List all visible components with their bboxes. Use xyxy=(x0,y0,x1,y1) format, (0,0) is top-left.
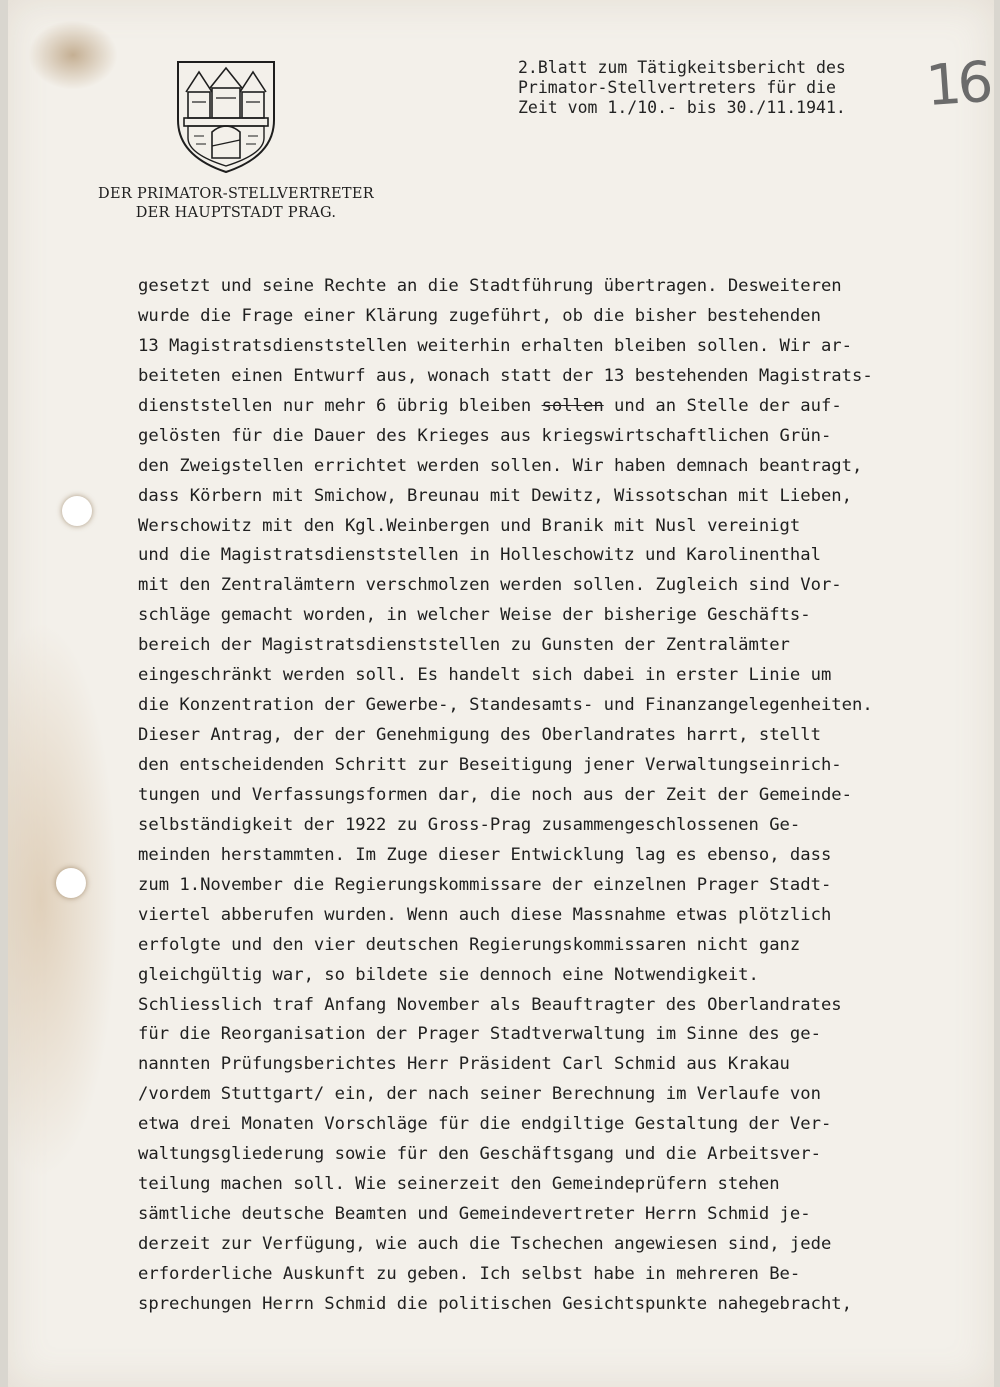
text-line: die Konzentration der Gewerbe-, Standesamts- und Finanzangelegenheiten. xyxy=(138,695,873,716)
header-note xyxy=(518,58,938,118)
text-line: erfolgte und den vier deutschen Regierungskommissaren nicht ganz xyxy=(138,934,801,955)
text-line: nannten Prüfungsberichtes Herr Präsident Carl Schmid aus Krakau xyxy=(138,1054,790,1075)
paper-stain-top xyxy=(28,20,118,90)
text-line: wurde die Frage einer Klärung zugeführt, ob die bisher bestehenden xyxy=(138,305,821,326)
text-segment: und an Stelle der auf- xyxy=(614,395,842,416)
text-line: gleichgültig war, so bildete sie dennoch eine Notwendigkeit. xyxy=(138,964,759,985)
text-line: tungen und Verfassungsformen dar, die noch aus der Zeit der Gemeinde- xyxy=(138,784,852,805)
text-line: Dieser Antrag, der der Genehmigung des Oberlandrates harrt, stellt xyxy=(138,725,821,746)
text-line: meinden herstammten. Im Zuge dieser Entwicklung lag es ebenso, dass xyxy=(138,844,832,865)
body-text xyxy=(138,272,988,1320)
text-line: und die Magistratsdienststellen in Holleschowitz und Karolinenthal xyxy=(138,545,821,566)
paper-stain-left xyxy=(8,620,118,1180)
text-line: den Zweigstellen errichtet werden sollen. Wir haben demnach beantragt, xyxy=(138,455,863,476)
prague-coat-of-arms-icon xyxy=(174,58,278,176)
text-line: 13 Magistratsdienststellen weiterhin erhalten bleiben sollen. Wir ar- xyxy=(138,335,852,356)
letterhead xyxy=(76,185,396,223)
text-line: etwa drei Monaten Vorschläge für die endgiltige Gestaltung der Ver- xyxy=(138,1114,832,1135)
text-line: sämtliche deutsche Beamten und Gemeindevertreter Herrn Schmid je- xyxy=(138,1204,811,1225)
text-line: für die Reorganisation der Prager Stadtverwaltung im Sinne des ge- xyxy=(138,1024,821,1045)
text-line: sprechungen Herrn Schmid die politischen Gesichtspunkte nahegebracht, xyxy=(138,1293,852,1314)
text-line: erforderliche Auskunft zu geben. Ich selbst habe in mehreren Be- xyxy=(138,1263,801,1284)
text-line: derzeit zur Verfügung, wie auch die Tschechen angewiesen sind, jede xyxy=(138,1234,832,1254)
letterhead-line-2: DER HAUPTSTADT PRAG. xyxy=(135,205,337,221)
text-line xyxy=(138,392,988,422)
text-line: /vordem Stuttgart/ ein, der nach seiner Berechnung im Verlaufe von xyxy=(138,1084,821,1105)
document-page xyxy=(8,0,994,1387)
text-line: eingeschränkt werden soll. Es handelt sich dabei in erster Linie um xyxy=(138,665,832,686)
punch-hole-upper xyxy=(62,496,92,526)
text-line: den entscheidenden Schritt zur Beseitigung jener Verwaltungseinrich- xyxy=(138,755,842,775)
header-note-line-1: 2.Blatt zum Tätigkeitsbericht des xyxy=(518,58,846,77)
text-line: schläge gemacht worden, in welcher Weise der bisherige Geschäfts- xyxy=(138,605,811,626)
text-line: mit den Zentralämtern verschmolzen werden sollen. Zugleich sind Vor- xyxy=(138,575,842,596)
text-line: selbständigkeit der 1922 zu Gross-Prag zusammengeschlossenen Ge- xyxy=(138,814,801,835)
text-line: dass Körbern mit Smichow, Breunau mit Dewitz, Wissotschan mit Lieben, xyxy=(138,485,852,506)
header-note-line-2: Primator-Stellvertreters für die xyxy=(518,78,836,97)
text-line: Werschowitz mit den Kgl.Weinbergen und Branik mit Nusl vereinigt xyxy=(138,515,801,536)
text-line: Schliesslich traf Anfang November als Beauftragter des Oberlandrates xyxy=(138,994,842,1015)
text-line: waltungsgliederung sowie für den Geschäftsgang und die Arbeitsver- xyxy=(138,1144,821,1165)
header-note-line-3: Zeit vom 1./10.- bis 30./11.1941. xyxy=(518,98,846,117)
text-line: beiteten einen Entwurf aus, wonach statt der 13 bestehenden Magistrats- xyxy=(138,365,873,386)
text-segment: dienststellen nur mehr 6 übrig bleiben xyxy=(138,395,532,416)
handwritten-page-number: 16 xyxy=(923,49,992,120)
text-line: zum 1.November die Regierungskommissare der einzelnen Prager Stadt- xyxy=(138,874,832,895)
text-line: bereich der Magistratsdienststellen zu Gunsten der Zentralämter xyxy=(138,635,790,656)
letterhead-line-1: DER PRIMATOR-STELLVERTRETER xyxy=(98,186,374,202)
struck-out-word: sollen xyxy=(541,395,604,416)
text-line: viertel abberufen wurden. Wenn auch diese Massnahme etwas plötzlich xyxy=(138,904,832,925)
text-line: teilung machen soll. Wie seinerzeit den Gemeindeprüfern stehen xyxy=(138,1174,780,1195)
text-line: gesetzt und seine Rechte an die Stadtführung übertragen. Desweiteren xyxy=(138,276,842,296)
punch-hole-lower xyxy=(56,868,86,898)
text-line: gelösten für die Dauer des Krieges aus kriegswirtschaftlichen Grün- xyxy=(138,425,832,446)
